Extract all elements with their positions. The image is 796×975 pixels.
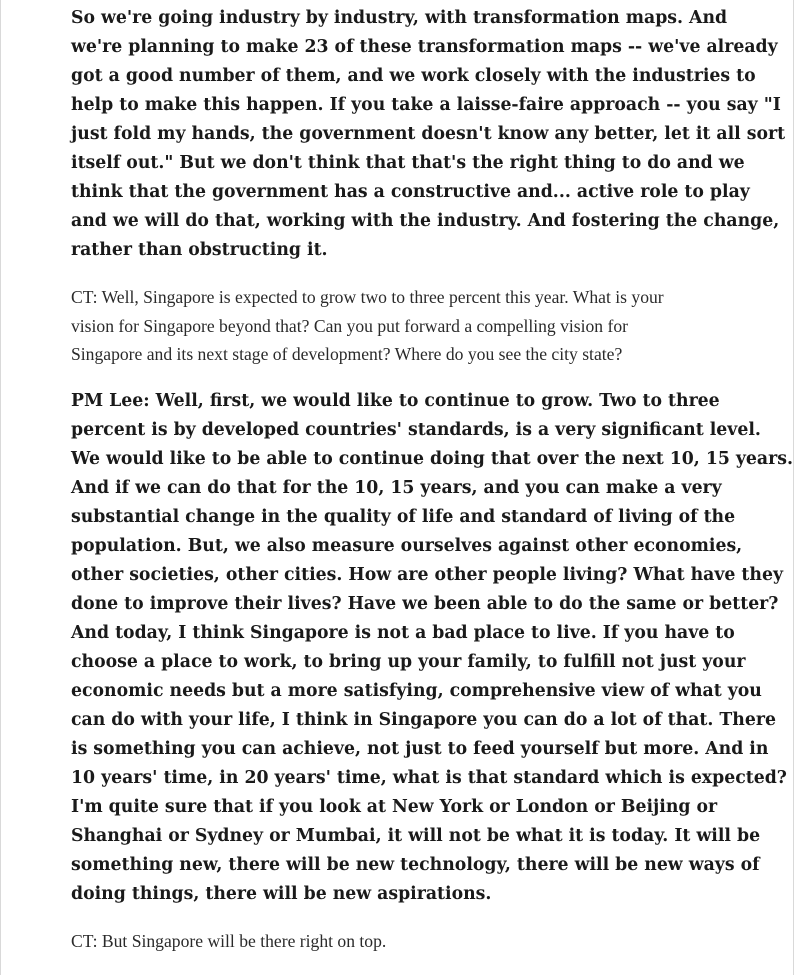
text-line: is something you can achieve, not just to feed yourself but more. And in bbox=[71, 739, 769, 760]
answer-paragraph bbox=[71, 4, 786, 265]
text-line: something new, there will be new technology, there will be new ways of bbox=[71, 855, 760, 876]
text-line: doing things, there will be new aspirations. bbox=[71, 884, 492, 905]
text-line: itself out." But we don't think that that's the right thing to do and we bbox=[71, 153, 745, 173]
text-line: think that the government has a constructive and... active role to play bbox=[71, 182, 750, 202]
article-body bbox=[71, 4, 793, 974]
text-line: vision for Singapore beyond that? Can you put forward a compelling vision for bbox=[71, 315, 629, 336]
text-line: and we will do that, working with the industry. And fostering the change, bbox=[71, 211, 780, 231]
text-line: choose a place to work, to bring up your family, to fulfill not just your bbox=[71, 652, 746, 673]
text-line: And today, I think Singapore is not a bad place to live. If you have to bbox=[71, 623, 735, 644]
text-line: population. But, we also measure ourselves against other economies, bbox=[71, 536, 743, 557]
text-line: economic needs but a more satisfying, comprehensive view of what you bbox=[71, 681, 762, 702]
text-line: percent is by developed countries' standards, is a very significant level. bbox=[71, 420, 761, 441]
text-line: So we're going industry by industry, with transformation maps. And bbox=[71, 8, 728, 28]
text-line: rather than obstructing it. bbox=[71, 240, 328, 260]
question-paragraph bbox=[71, 927, 753, 956]
text-line: other societies, other cities. How are other people living? What have they bbox=[71, 565, 784, 586]
text-line: help to make this happen. If you take a laisse-faire approach -- you say "I bbox=[71, 95, 781, 115]
text-line: Singapore and its next stage of development? Where do you see the city state? bbox=[71, 344, 623, 365]
text-line: can do with your life, I think in Singapore you can do a lot of that. There bbox=[71, 710, 776, 731]
text-line: We would like to be able to continue doing that over the next 10, 15 years. bbox=[71, 449, 793, 470]
text-line: CT: Well, Singapore is expected to grow two to three percent this year. What is your bbox=[71, 287, 664, 307]
text-line: I'm quite sure that if you look at New York or London or Beijing or bbox=[71, 797, 718, 818]
text-line: substantial change in the quality of life and standard of living of the bbox=[71, 507, 736, 528]
text-line: And if we can do that for the 10, 15 years, and you can make a very bbox=[71, 478, 722, 499]
text-line: PM Lee: Well, first, we would like to continue to grow. Two to three bbox=[71, 391, 720, 412]
answer-paragraph bbox=[71, 387, 793, 909]
text-line: 10 years' time, in 20 years' time, what is that standard which is expected? bbox=[71, 768, 787, 789]
question-paragraph bbox=[71, 283, 753, 369]
text-line: got a good number of them, and we work closely with the industries to bbox=[71, 66, 756, 86]
text-line: Shanghai or Sydney or Mumbai, it will not be what it is today. It will be bbox=[71, 826, 761, 847]
text-line: just fold my hands, the government doesn't know any better, let it all sort bbox=[71, 124, 786, 144]
text-line: CT: But Singapore will be there right on top. bbox=[71, 931, 387, 952]
text-line: done to improve their lives? Have we been able to do the same or better? bbox=[71, 594, 779, 615]
text-line: we're planning to make 23 of these transformation maps -- we've already bbox=[71, 37, 778, 57]
